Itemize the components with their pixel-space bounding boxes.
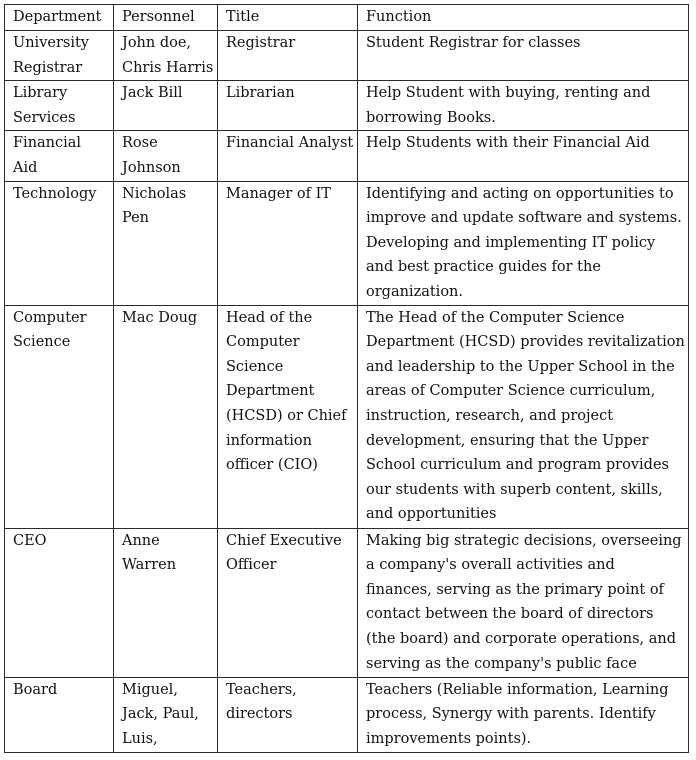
cell-title: Chief Executive Officer (218, 528, 358, 677)
cell-personnel: Jack Bill (114, 81, 218, 131)
cell-function: Teachers (Reliable information, Learning process, Synergy with parents. Identify improvements points). (358, 677, 689, 752)
header-personnel: Personnel (114, 5, 218, 31)
cell-personnel: John doe, Chris Harris (114, 31, 218, 81)
cell-title: Teachers, directors (218, 677, 358, 752)
cell-personnel: Nicholas Pen (114, 181, 218, 305)
cell-department: Library Services (5, 81, 114, 131)
cell-function: Help Student with buying, renting and borrowing Books. (358, 81, 689, 131)
cell-department: Technology (5, 181, 114, 305)
cell-department: Computer Science (5, 305, 114, 528)
cell-function: Identifying and acting on opportunities to improve and update software and systems. Developing and implementing IT policy and best practice guides for the organization. (358, 181, 689, 305)
table-row (5, 181, 689, 305)
table-row (5, 305, 689, 528)
cell-function: Help Students with their Financial Aid (358, 131, 689, 181)
table-row (5, 677, 689, 752)
table-row (5, 131, 689, 181)
cell-personnel: Rose Johnson (114, 131, 218, 181)
cell-personnel: Mac Doug (114, 305, 218, 528)
cell-department: University Registrar (5, 31, 114, 81)
cell-function: Making big strategic decisions, overseeing a company's overall activities and finances, serving as the primary point of contact between the board of directors (the board) and corporate operations, and serving as the company's public face (358, 528, 689, 677)
table-row (5, 31, 689, 81)
department-table (4, 4, 689, 753)
cell-department: CEO (5, 528, 114, 677)
cell-personnel: Anne Warren (114, 528, 218, 677)
cell-title: Manager of IT (218, 181, 358, 305)
table-row (5, 81, 689, 131)
cell-title: Librarian (218, 81, 358, 131)
cell-department: Financial Aid (5, 131, 114, 181)
cell-function: Student Registrar for classes (358, 31, 689, 81)
cell-title: Head of the Computer Science Department (HCSD) or Chief information officer (CIO) (218, 305, 358, 528)
header-title: Title (218, 5, 358, 31)
cell-title: Registrar (218, 31, 358, 81)
table-row (5, 528, 689, 677)
table-header-row (5, 5, 689, 31)
header-department: Department (5, 5, 114, 31)
cell-title: Financial Analyst (218, 131, 358, 181)
cell-function: The Head of the Computer Science Department (HCSD) provides revitalization and leadership to the Upper School in the areas of Computer Science curriculum, instruction, research, and project development, ensuring that the Upper School curriculum and program provides our students with superb content, skills, and opportunities (358, 305, 689, 528)
cell-department: Board (5, 677, 114, 752)
header-function: Function (358, 5, 689, 31)
cell-personnel: Miguel, Jack, Paul, Luis, (114, 677, 218, 752)
